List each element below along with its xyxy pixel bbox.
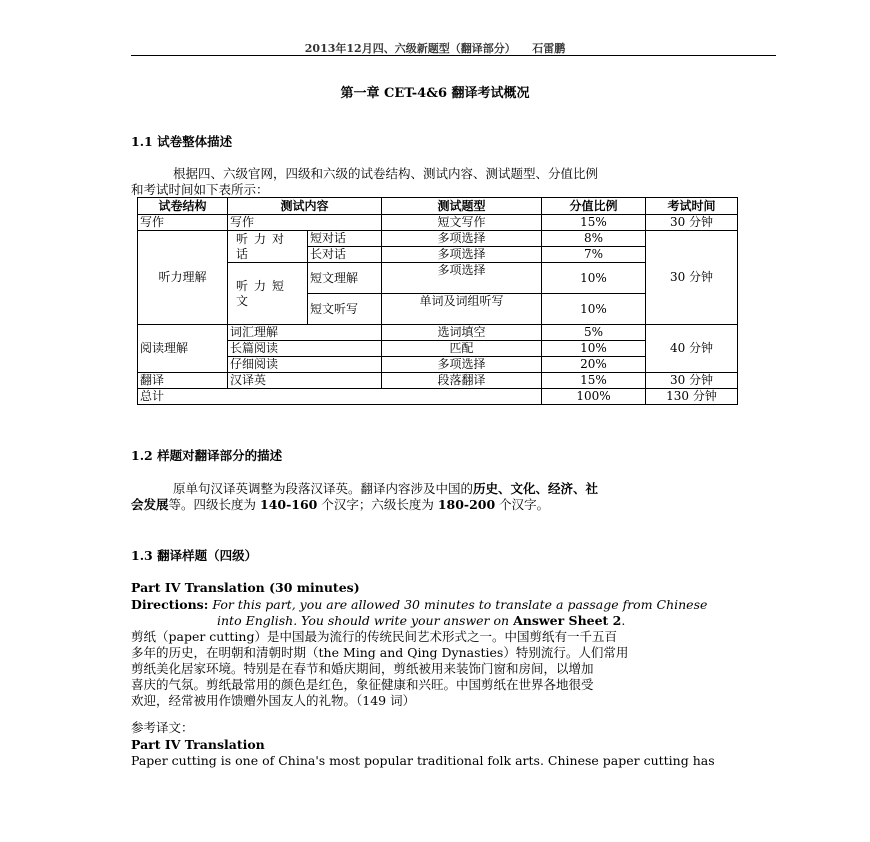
intro-line-1: 根据四、六级官网，四级和六级的试卷结构、测试内容、测试题型、分值比例 <box>173 166 599 181</box>
cell-ratio: 10% <box>542 263 646 294</box>
cell-ratio: 10% <box>542 341 646 357</box>
running-header: 2013年12月四、六级新题型（翻译部分） 石雷鹏 <box>304 42 566 55</box>
cell-content: 短对话 <box>308 231 382 247</box>
intro-line-2: 和考试时间如下表所示： <box>131 182 269 197</box>
section-1-2-title: 1.2 样题对翻译部分的描述 <box>131 448 283 463</box>
header-content: 测试内容 <box>228 198 382 215</box>
cell-type: 短文写作 <box>382 215 542 231</box>
cell-ratio: 5% <box>542 325 646 341</box>
cell-ratio: 10% <box>542 294 646 325</box>
exam-structure-table <box>137 197 738 405</box>
header-struct: 试卷结构 <box>138 198 228 215</box>
cell-ratio: 7% <box>542 247 646 263</box>
sample-line-3: 剪纸美化居家环境。特别是在春节和婚庆期间，剪纸被用来装饰门窗和房间，以增加 <box>131 661 594 676</box>
table-header-row <box>138 198 738 215</box>
chapter-title: 第一章 CET-4&6 翻译考试概况 <box>340 86 530 101</box>
cell-content: 长对话 <box>308 247 382 263</box>
section-1-3-title: 1.3 翻译样题（四级） <box>131 548 258 563</box>
directions-line-1: Directions: For this part, you are allowed 30 minutes to translate a passage from Chinese <box>131 597 708 612</box>
header-rule <box>131 55 776 56</box>
sample-line-1: 剪纸（paper cutting）是中国最为流行的传统民间艺术形式之一。中国剪纸有一千五百 <box>131 629 617 644</box>
cell-time: 30 分钟 <box>646 215 738 231</box>
reference-title: Part IV Translation <box>131 737 265 752</box>
table-row <box>138 231 738 247</box>
sample-line-4: 喜庆的气氛。剪纸最常用的颜色是红色，象征健康和兴旺。中国剪纸在世界各地很受 <box>131 677 594 692</box>
cell-content: 写作 <box>228 215 382 231</box>
cell-total-label: 总计 <box>138 389 542 405</box>
cell-type: 选词填空 <box>382 325 542 341</box>
cell-type: 匹配 <box>382 341 542 357</box>
header-type: 测试题型 <box>382 198 542 215</box>
cell-content: 短文理解 <box>308 263 382 294</box>
cell-type: 多项选择 <box>382 263 542 294</box>
cell-type: 单词及词组听写 <box>382 294 542 325</box>
sample-line-2: 多年的历史，在明朝和清朝时期（the Ming and Qing Dynasties）特别流行。人们常用 <box>131 645 629 660</box>
header-time: 考试时间 <box>646 198 738 215</box>
cell-struct: 阅读理解 <box>138 325 228 373</box>
cell-time: 130 分钟 <box>646 389 738 405</box>
table-row <box>138 373 738 389</box>
cell-type: 多项选择 <box>382 357 542 373</box>
cell-ratio: 20% <box>542 357 646 373</box>
cell-content: 短文听写 <box>308 294 382 325</box>
cell-content: 汉译英 <box>228 373 382 389</box>
directions-line-2: into English. You should write your answer on Answer Sheet 2. <box>217 613 626 628</box>
cell-struct: 翻译 <box>138 373 228 389</box>
section-1-1-title: 1.1 试卷整体描述 <box>131 134 233 149</box>
cell-struct: 写作 <box>138 215 228 231</box>
cell-ratio: 8% <box>542 231 646 247</box>
cell-time: 30 分钟 <box>646 373 738 389</box>
cell-type: 多项选择 <box>382 247 542 263</box>
s12-line-1: 原单句汉译英调整为段落汉译英。翻译内容涉及中国的历史、文化、经济、社 <box>173 481 599 496</box>
cell-group: 听力对话 <box>228 231 308 263</box>
cell-content: 仔细阅读 <box>228 357 382 373</box>
reference-label: 参考译文： <box>131 720 194 735</box>
cell-struct: 听力理解 <box>138 231 228 325</box>
part-title: Part IV Translation (30 minutes) <box>131 580 360 595</box>
cell-ratio: 15% <box>542 373 646 389</box>
sample-line-5: 欢迎，经常被用作馈赠外国友人的礼物。（149 词） <box>131 693 416 708</box>
cell-time: 40 分钟 <box>646 325 738 373</box>
table-row <box>138 215 738 231</box>
cell-group: 听力短文 <box>228 263 308 325</box>
cell-type: 段落翻译 <box>382 373 542 389</box>
cell-time: 30 分钟 <box>646 231 738 325</box>
table-row-total <box>138 389 738 405</box>
cell-ratio: 100% <box>542 389 646 405</box>
cell-content: 长篇阅读 <box>228 341 382 357</box>
header-ratio: 分值比例 <box>542 198 646 215</box>
cell-content: 词汇理解 <box>228 325 382 341</box>
cell-ratio: 15% <box>542 215 646 231</box>
table-row <box>138 325 738 341</box>
reference-line-1: Paper cutting is one of China's most popular traditional folk arts. Chinese paper cutting has <box>131 753 715 768</box>
cell-type: 多项选择 <box>382 231 542 247</box>
s12-line-2: 会发展等。四级长度为 140-160 个汉字；六级长度为 180-200 个汉字。 <box>131 497 550 512</box>
